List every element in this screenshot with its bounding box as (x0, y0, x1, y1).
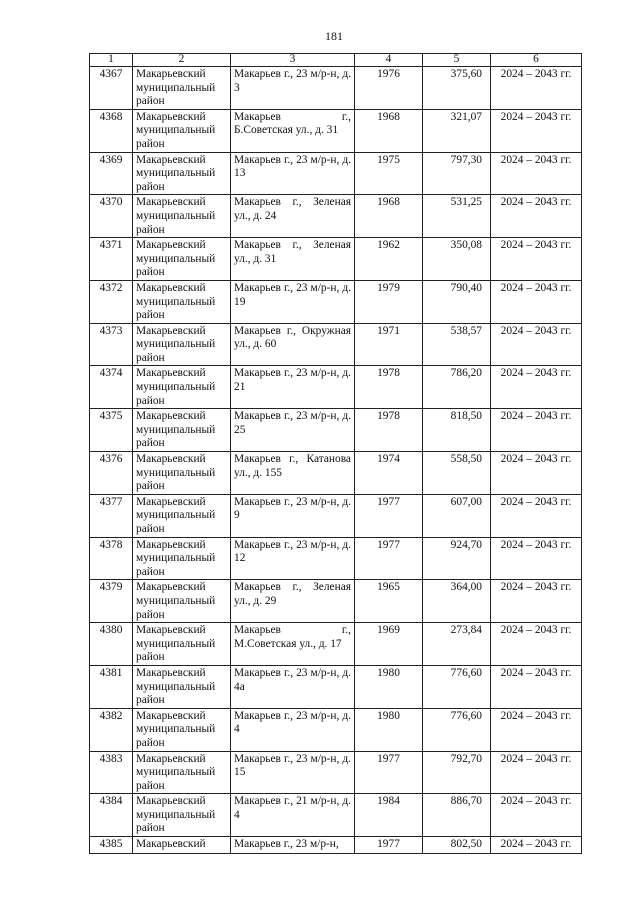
period-cell: 2024 – 2043 гг. (491, 623, 582, 666)
column-header: 2 (133, 54, 231, 67)
address-cell: Макарьев г., 23 м/р-н, д. 9 (231, 494, 355, 537)
period-cell: 2024 – 2043 гг. (491, 109, 582, 152)
area-cell: 792,70 (423, 751, 491, 794)
table-body (90, 54, 582, 854)
year-cell: 1977 (355, 494, 423, 537)
address-cell: Макарьев г., 23 м/р-н, д. 19 (231, 280, 355, 323)
address-cell: Макарьев г., 23 м/р-н, д. 4а (231, 665, 355, 708)
table-row (90, 195, 582, 238)
address-cell: Макарьев г., Зеленая ул., д. 29 (231, 580, 355, 623)
year-cell: 1980 (355, 665, 423, 708)
period-cell: 2024 – 2043 гг. (491, 708, 582, 751)
area-cell: 321,07 (423, 109, 491, 152)
district-cell: Макарьевский (133, 837, 231, 854)
year-cell: 1976 (355, 67, 423, 110)
area-cell: 776,60 (423, 708, 491, 751)
housing-registry-table (89, 53, 582, 854)
period-cell: 2024 – 2043 гг. (491, 837, 582, 854)
district-cell: Макарьевский муниципальный район (133, 366, 231, 409)
row-number-cell: 4381 (90, 665, 133, 708)
row-number-cell: 4370 (90, 195, 133, 238)
district-cell: Макарьевский муниципальный район (133, 623, 231, 666)
address-cell: Макарьев г., Катанова ул., д. 155 (231, 452, 355, 495)
table-row (90, 366, 582, 409)
address-cell: Макарьев г., Б.Советская ул., д. 31 (231, 109, 355, 152)
area-cell: 350,08 (423, 238, 491, 281)
period-cell: 2024 – 2043 гг. (491, 238, 582, 281)
row-number-cell: 4371 (90, 238, 133, 281)
year-cell: 1968 (355, 109, 423, 152)
table-row (90, 152, 582, 195)
period-cell: 2024 – 2043 гг. (491, 794, 582, 837)
area-cell: 924,70 (423, 537, 491, 580)
area-cell: 790,40 (423, 280, 491, 323)
district-cell: Макарьевский муниципальный район (133, 452, 231, 495)
row-number-cell: 4379 (90, 580, 133, 623)
district-cell: Макарьевский муниципальный район (133, 665, 231, 708)
period-cell: 2024 – 2043 гг. (491, 67, 582, 110)
row-number-cell: 4378 (90, 537, 133, 580)
district-cell: Макарьевский муниципальный район (133, 794, 231, 837)
area-cell: 273,84 (423, 623, 491, 666)
period-cell: 2024 – 2043 гг. (491, 409, 582, 452)
column-header: 4 (355, 54, 423, 67)
district-cell: Макарьевский муниципальный район (133, 537, 231, 580)
period-cell: 2024 – 2043 гг. (491, 751, 582, 794)
row-number-cell: 4372 (90, 280, 133, 323)
table-row (90, 537, 582, 580)
period-cell: 2024 – 2043 гг. (491, 152, 582, 195)
district-cell: Макарьевский муниципальный район (133, 409, 231, 452)
table-row (90, 238, 582, 281)
address-cell: Макарьев г., 23 м/р-н, д. 15 (231, 751, 355, 794)
table-row (90, 794, 582, 837)
period-cell: 2024 – 2043 гг. (491, 452, 582, 495)
row-number-cell: 4375 (90, 409, 133, 452)
address-cell: Макарьев г., Зеленая ул., д. 24 (231, 195, 355, 238)
area-cell: 886,70 (423, 794, 491, 837)
area-cell: 375,60 (423, 67, 491, 110)
address-cell: Макарьев г., 21 м/р-н, д. 4 (231, 794, 355, 837)
district-cell: Макарьевский муниципальный район (133, 238, 231, 281)
address-cell: Макарьев г., 23 м/р-н, д. 25 (231, 409, 355, 452)
district-cell: Макарьевский муниципальный район (133, 280, 231, 323)
table-row (90, 280, 582, 323)
district-cell: Макарьевский муниципальный район (133, 323, 231, 366)
area-cell: 538,57 (423, 323, 491, 366)
year-cell: 1975 (355, 152, 423, 195)
year-cell: 1977 (355, 837, 423, 854)
table-row (90, 751, 582, 794)
period-cell: 2024 – 2043 гг. (491, 537, 582, 580)
table-row (90, 623, 582, 666)
table-row (90, 708, 582, 751)
district-cell: Макарьевский муниципальный район (133, 67, 231, 110)
period-cell: 2024 – 2043 гг. (491, 665, 582, 708)
area-cell: 607,00 (423, 494, 491, 537)
year-cell: 1984 (355, 794, 423, 837)
row-number-cell: 4374 (90, 366, 133, 409)
column-header: 1 (90, 54, 133, 67)
year-cell: 1962 (355, 238, 423, 281)
period-cell: 2024 – 2043 гг. (491, 366, 582, 409)
address-cell: Макарьев г., М.Советская ул., д. 17 (231, 623, 355, 666)
area-cell: 818,50 (423, 409, 491, 452)
table-row (90, 494, 582, 537)
period-cell: 2024 – 2043 гг. (491, 323, 582, 366)
district-cell: Макарьевский муниципальный район (133, 195, 231, 238)
address-cell: Макарьев г., Зеленая ул., д. 31 (231, 238, 355, 281)
area-cell: 802,50 (423, 837, 491, 854)
column-header: 3 (231, 54, 355, 67)
period-cell: 2024 – 2043 гг. (491, 494, 582, 537)
year-cell: 1968 (355, 195, 423, 238)
address-cell: Макарьев г., Окружная ул., д. 60 (231, 323, 355, 366)
row-number-cell: 4368 (90, 109, 133, 152)
column-header: 5 (423, 54, 491, 67)
table-row (90, 323, 582, 366)
row-number-cell: 4380 (90, 623, 133, 666)
row-number-cell: 4367 (90, 67, 133, 110)
area-cell: 558,50 (423, 452, 491, 495)
year-cell: 1978 (355, 366, 423, 409)
district-cell: Макарьевский муниципальный район (133, 751, 231, 794)
area-cell: 797,30 (423, 152, 491, 195)
row-number-cell: 4385 (90, 837, 133, 854)
year-cell: 1977 (355, 537, 423, 580)
year-cell: 1980 (355, 708, 423, 751)
row-number-cell: 4373 (90, 323, 133, 366)
period-cell: 2024 – 2043 гг. (491, 580, 582, 623)
row-number-cell: 4369 (90, 152, 133, 195)
year-cell: 1978 (355, 409, 423, 452)
address-cell: Макарьев г., 23 м/р-н, д. 13 (231, 152, 355, 195)
district-cell: Макарьевский муниципальный район (133, 494, 231, 537)
year-cell: 1974 (355, 452, 423, 495)
area-cell: 364,00 (423, 580, 491, 623)
district-cell: Макарьевский муниципальный район (133, 580, 231, 623)
district-cell: Макарьевский муниципальный район (133, 109, 231, 152)
area-cell: 776,60 (423, 665, 491, 708)
year-cell: 1979 (355, 280, 423, 323)
row-number-cell: 4382 (90, 708, 133, 751)
year-cell: 1977 (355, 751, 423, 794)
address-cell: Макарьев г., 23 м/р-н, д. 3 (231, 67, 355, 110)
row-number-cell: 4384 (90, 794, 133, 837)
year-cell: 1965 (355, 580, 423, 623)
district-cell: Макарьевский муниципальный район (133, 152, 231, 195)
address-cell: Макарьев г., 23 м/р-н, д. 4 (231, 708, 355, 751)
area-cell: 786,20 (423, 366, 491, 409)
year-cell: 1969 (355, 623, 423, 666)
table-row (90, 67, 582, 110)
table-row (90, 452, 582, 495)
table-row (90, 665, 582, 708)
period-cell: 2024 – 2043 гг. (491, 280, 582, 323)
table-row (90, 837, 582, 854)
address-cell: Макарьев г., 23 м/р-н, д. 12 (231, 537, 355, 580)
row-number-cell: 4376 (90, 452, 133, 495)
page-number: 181 (325, 29, 343, 43)
table-row (90, 409, 582, 452)
district-cell: Макарьевский муниципальный район (133, 708, 231, 751)
table-header-row (90, 54, 582, 67)
row-number-cell: 4377 (90, 494, 133, 537)
area-cell: 531,25 (423, 195, 491, 238)
row-number-cell: 4383 (90, 751, 133, 794)
column-header: 6 (491, 54, 582, 67)
table-row (90, 109, 582, 152)
address-cell: Макарьев г., 23 м/р-н, д. 21 (231, 366, 355, 409)
address-cell: Макарьев г., 23 м/р-н, (231, 837, 355, 854)
period-cell: 2024 – 2043 гг. (491, 195, 582, 238)
year-cell: 1971 (355, 323, 423, 366)
table-row (90, 580, 582, 623)
